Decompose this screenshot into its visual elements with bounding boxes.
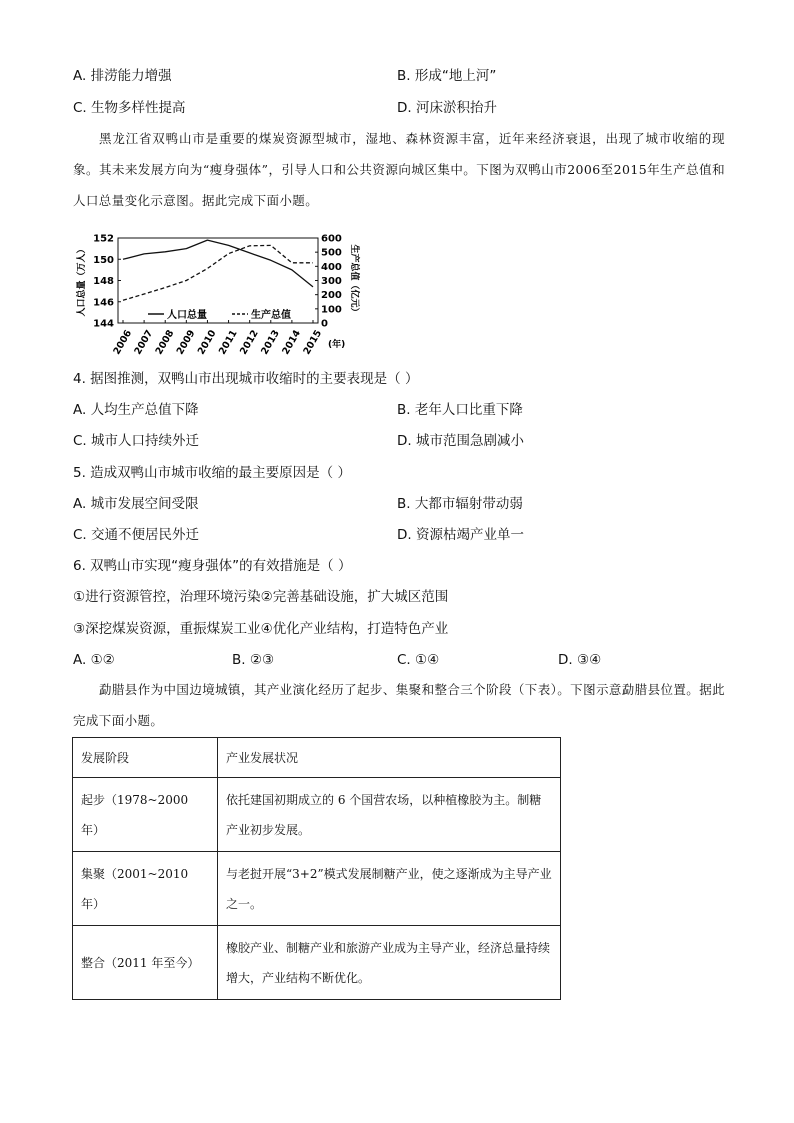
table-row <box>73 852 561 926</box>
q6-option-d: D. ③④ <box>558 652 602 668</box>
table-row <box>73 926 561 1000</box>
x-tick-label: 2006 <box>111 328 135 357</box>
y-left-tick-label: 150 <box>93 254 114 266</box>
q4-option-c: C. 城市人口持续外迁 <box>73 433 200 449</box>
population-line <box>123 240 313 287</box>
q4-stem: 4. 据图推测，双鸭山市出现城市收缩时的主要表现是（ ） <box>73 371 419 387</box>
x-tick-label: 2012 <box>238 328 261 357</box>
q6-measures-line1: ①进行资源管控，治理环境污染②完善基础设施，扩大城区范围 <box>73 589 449 605</box>
gdp-population-chart <box>60 228 359 357</box>
table-cell-stage: 起步（1978~2000 年） <box>73 778 218 852</box>
q3-option-c: C. 生物多样性提高 <box>73 100 186 116</box>
q3-option-b: B. 形成“地上河” <box>397 68 497 84</box>
legend-label: 生产总值 <box>251 310 291 321</box>
q6-option-c: C. ①④ <box>397 652 440 668</box>
x-tick-label: 2014 <box>280 328 304 357</box>
q4-option-d: D. 城市范围急剧减小 <box>397 433 524 449</box>
table-row <box>73 778 561 852</box>
q6-measures-line2: ③深挖煤炭资源，重振煤炭工业④优化产业结构，打造特色产业 <box>73 621 449 637</box>
table-cell-desc: 橡胶产业、制糖产业和旅游产业成为主导产业，经济总量持续增大，产业结构不断优化。 <box>218 926 561 1000</box>
y-right-tick-label: 500 <box>321 247 342 259</box>
intro-paragraph-mengla: 勐腊县作为中国边境城镇，其产业演化经历了起步、集聚和整合三个阶段（下表）。下图示意勐腊县位置。据此完成下面小题。 <box>73 682 725 728</box>
x-tick-label: 2007 <box>132 328 156 357</box>
y-right-tick-label: 100 <box>321 304 342 316</box>
x-tick-label: 2015 <box>301 328 325 357</box>
y-right-tick-label: 600 <box>321 233 342 245</box>
x-tick-label: 2009 <box>174 328 198 357</box>
x-tick-label: 2011 <box>216 328 240 357</box>
y-right-tick-label: 400 <box>321 261 342 273</box>
table-cell-desc: 依托建国初期成立的 6 个国营农场，以种植橡胶为主。制糖产业初步发展。 <box>218 778 561 852</box>
q5-option-a: A. 城市发展空间受限 <box>73 496 199 512</box>
table-cell-stage: 集聚（2001~2010 年） <box>73 852 218 926</box>
q5-option-b: B. 大都市辐射带动弱 <box>397 496 523 512</box>
y-left-tick-label: 146 <box>93 297 114 309</box>
y-right-tick-label: 200 <box>321 290 342 302</box>
x-tick-label: 2008 <box>153 328 177 357</box>
table-cell-desc: 与老挝开展“3+2”模式发展制糖产业，使之逐渐成为主导产业之一。 <box>218 852 561 926</box>
x-tick-label: 2013 <box>259 328 282 357</box>
table-header-row <box>73 738 561 778</box>
q4-option-a: A. 人均生产总值下降 <box>73 402 199 418</box>
q4-option-b: B. 老年人口比重下降 <box>397 402 523 418</box>
industry-stage-table <box>72 737 561 1000</box>
y-left-tick-label: 144 <box>93 318 114 330</box>
legend-label: 人口总量 <box>167 310 207 321</box>
y-right-tick-label: 0 <box>321 318 328 330</box>
table-header-status: 产业发展状况 <box>218 738 561 778</box>
table-header-stage: 发展阶段 <box>73 738 218 778</box>
table-cell-stage: 整合（2011 年至今） <box>73 926 218 1000</box>
x-tick-label: 2010 <box>195 328 219 357</box>
q5-option-c: C. 交通不便居民外迁 <box>73 527 200 543</box>
q6-option-b: B. ②③ <box>232 652 275 668</box>
q6-option-a: A. ①② <box>73 652 115 668</box>
q6-stem: 6. 双鸭山市实现“瘦身强体”的有效措施是（ ） <box>73 558 352 574</box>
q5-stem: 5. 造成双鸭山市城市收缩的最主要原因是（ ） <box>73 465 351 481</box>
intro-paragraph-shuangyashan: 黑龙江省双鸭山市是重要的煤炭资源型城市，湿地、森林资源丰富，近年来经济衰退，出现了城市收缩的现象。其未来发展方向为“瘦身强体”，引导人口和公共资源向城区集中。下图为双鸭山市2006至2015年生产总值和人口总量变化示意图。据此完成下面小题。 <box>73 131 725 208</box>
y-right-tick-label: 300 <box>321 276 342 287</box>
x-unit-label: (年) <box>328 340 346 350</box>
y-left-tick-label: 148 <box>93 276 114 287</box>
q3-option-d: D. 河床淤积抬升 <box>397 100 497 116</box>
y-right-label: 生产总值（亿元） <box>349 244 359 317</box>
q5-option-d: D. 资源枯竭产业单一 <box>397 527 524 543</box>
y-left-tick-label: 152 <box>93 233 114 245</box>
q3-option-a: A. 排涝能力增强 <box>73 68 172 84</box>
y-left-label: 人口总量（万人） <box>77 244 87 317</box>
